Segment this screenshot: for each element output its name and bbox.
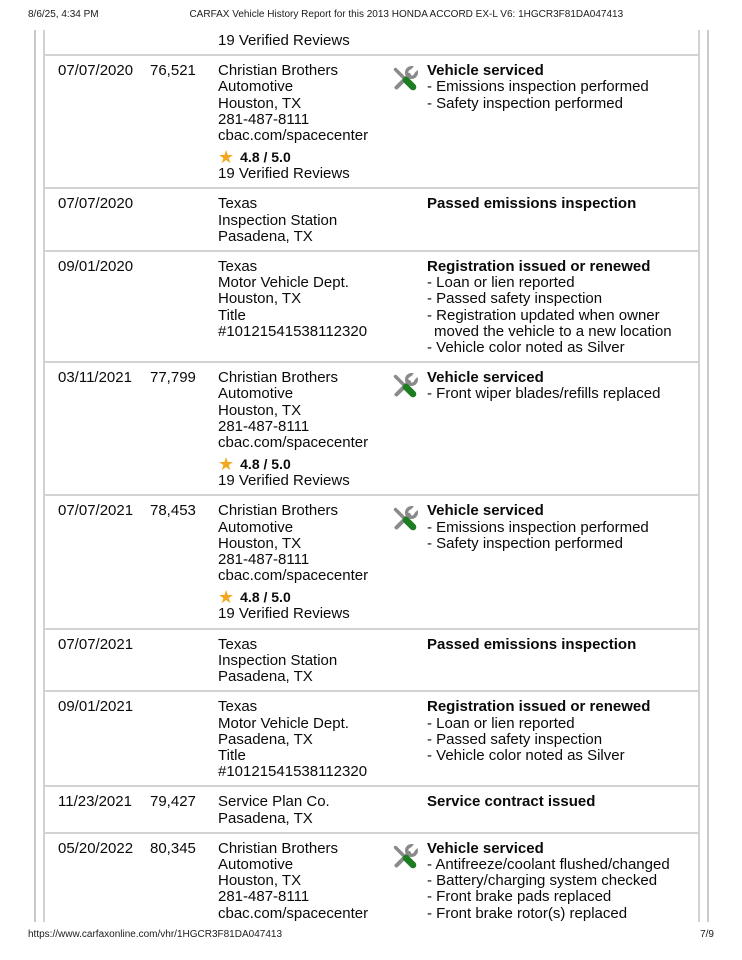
record-source bbox=[218, 637, 390, 686]
event-title: Passed emissions inspection bbox=[427, 635, 637, 653]
source-line: Texas bbox=[218, 195, 258, 213]
source-lines bbox=[218, 841, 390, 922]
history-record-row bbox=[45, 187, 698, 250]
record-date: 03/11/2021 bbox=[58, 369, 132, 387]
rating-score: 4.8 / 5.0 bbox=[240, 588, 291, 605]
source-line: Automotive bbox=[218, 78, 294, 96]
record-comments bbox=[427, 196, 698, 245]
star-icon: ★ bbox=[218, 586, 235, 607]
event-details bbox=[427, 386, 686, 402]
record-comments bbox=[427, 370, 698, 489]
event-detail: - Front wiper blades/refills replaced bbox=[427, 385, 661, 403]
record-icon-cell bbox=[390, 63, 427, 182]
record-comments bbox=[427, 841, 698, 922]
record-source bbox=[218, 196, 390, 245]
rating-line bbox=[218, 455, 390, 472]
service-wrench-icon bbox=[390, 504, 420, 534]
source-line: 281-487-8111 bbox=[218, 417, 310, 435]
record-date: 11/23/2021 bbox=[58, 793, 132, 811]
event-title: Vehicle serviced bbox=[427, 62, 544, 80]
record-comments bbox=[427, 259, 698, 356]
source-line: Texas bbox=[218, 698, 258, 716]
service-wrench-icon bbox=[390, 64, 420, 94]
source-lines bbox=[218, 370, 390, 451]
history-record-row bbox=[45, 628, 698, 691]
event-title: Vehicle serviced bbox=[427, 839, 544, 857]
source-line: Houston, TX bbox=[218, 290, 302, 308]
history-section bbox=[34, 30, 709, 922]
record-rating bbox=[218, 455, 390, 489]
source-lines bbox=[218, 637, 390, 686]
event-detail: - Vehicle color noted as Silver bbox=[427, 339, 625, 357]
record-mileage: 76,521 bbox=[150, 62, 196, 80]
source-line: Christian Brothers bbox=[218, 839, 339, 857]
source-lines bbox=[218, 63, 390, 144]
record-date: 09/01/2021 bbox=[58, 698, 134, 716]
source-line: cbac.com/spacecenter bbox=[218, 904, 369, 922]
source-line: Automotive bbox=[218, 518, 294, 536]
source-line: Pasadena, TX bbox=[218, 809, 313, 827]
event-detail: - Loan or lien reported bbox=[427, 714, 575, 732]
record-mileage: 77,799 bbox=[150, 369, 196, 387]
verified-reviews-count: 19 Verified Reviews bbox=[218, 605, 350, 623]
event-details bbox=[427, 520, 686, 552]
record-mileage bbox=[150, 637, 218, 686]
record-icon-cell bbox=[390, 196, 427, 245]
source-line: Houston, TX bbox=[218, 94, 302, 112]
event-detail: - Safety inspection performed bbox=[427, 534, 623, 552]
event-detail: - Emissions inspection performed bbox=[427, 518, 649, 536]
history-rows bbox=[45, 54, 698, 922]
source-line: Pasadena, TX bbox=[218, 227, 313, 245]
history-record-row bbox=[45, 785, 698, 831]
event-details bbox=[427, 716, 686, 765]
history-record-row bbox=[45, 832, 698, 922]
record-icon-cell bbox=[390, 637, 427, 686]
source-line: Inspection Station bbox=[218, 211, 338, 229]
record-comments bbox=[427, 637, 698, 686]
record-icon-cell bbox=[390, 699, 427, 780]
record-source bbox=[218, 63, 390, 182]
record-date: 07/07/2021 bbox=[58, 502, 134, 520]
record-rating bbox=[218, 588, 390, 622]
event-title: Service contract issued bbox=[427, 793, 596, 811]
record-rating bbox=[218, 148, 390, 182]
source-line: Inspection Station bbox=[218, 651, 338, 669]
source-line: Christian Brothers bbox=[218, 62, 339, 80]
verified-reviews-count: 19 Verified Reviews bbox=[218, 32, 350, 49]
event-detail: - Passed safety inspection bbox=[427, 290, 603, 308]
record-source bbox=[218, 699, 390, 780]
record-source bbox=[218, 370, 390, 489]
source-line: Motor Vehicle Dept. bbox=[218, 714, 349, 732]
event-detail: - Registration updated when owner moved the vehicle to a new location bbox=[427, 306, 672, 340]
source-line: #10121541538112320 bbox=[218, 763, 368, 781]
event-details bbox=[427, 79, 686, 111]
print-header bbox=[28, 9, 714, 20]
record-source bbox=[218, 503, 390, 622]
source-lines bbox=[218, 503, 390, 584]
record-icon-cell bbox=[390, 503, 427, 622]
print-footer bbox=[28, 929, 714, 940]
record-date: 07/07/2021 bbox=[58, 635, 134, 653]
print-datetime: 8/6/25, 4:34 PM bbox=[28, 9, 99, 20]
service-wrench-icon bbox=[390, 842, 420, 872]
source-line: Christian Brothers bbox=[218, 369, 339, 387]
record-date: 07/07/2020 bbox=[58, 195, 134, 213]
event-title: Registration issued or renewed bbox=[427, 258, 651, 276]
source-lines bbox=[218, 699, 390, 780]
source-line: Pasadena, TX bbox=[218, 730, 313, 748]
source-line: Houston, TX bbox=[218, 534, 302, 552]
source-line: Automotive bbox=[218, 855, 294, 873]
source-line: Title bbox=[218, 306, 246, 324]
event-detail: - Front brake pads replaced bbox=[427, 888, 612, 906]
event-detail: - Front brake rotor(s) replaced bbox=[427, 904, 628, 922]
event-detail: - Safety inspection performed bbox=[427, 94, 623, 112]
history-table bbox=[43, 30, 700, 922]
event-details bbox=[427, 275, 686, 356]
event-detail: - Battery/charging system checked bbox=[427, 872, 658, 890]
source-line: 281-487-8111 bbox=[218, 110, 310, 128]
source-line: Texas bbox=[218, 635, 258, 653]
source-lines bbox=[218, 196, 390, 245]
star-icon: ★ bbox=[218, 453, 235, 474]
source-lines bbox=[218, 794, 390, 826]
event-title: Vehicle serviced bbox=[427, 369, 544, 387]
record-date: 09/01/2020 bbox=[58, 258, 134, 276]
service-wrench-icon bbox=[390, 371, 420, 401]
record-comments bbox=[427, 699, 698, 780]
record-comments bbox=[427, 794, 698, 826]
source-line: Texas bbox=[218, 258, 258, 276]
record-mileage bbox=[150, 196, 218, 245]
table-row-partial bbox=[45, 30, 698, 54]
source-line: Title bbox=[218, 746, 246, 764]
source-line: cbac.com/spacecenter bbox=[218, 434, 369, 452]
source-line: Houston, TX bbox=[218, 872, 302, 890]
history-record-row bbox=[45, 690, 698, 785]
print-title: CARFAX Vehicle History Report for this 2013 HONDA ACCORD EX-L V6: 1HGCR3F81DA047413 bbox=[189, 9, 624, 20]
record-icon-cell bbox=[390, 841, 427, 922]
record-date: 05/20/2022 bbox=[58, 839, 134, 857]
star-icon: ★ bbox=[218, 146, 235, 167]
event-detail: - Antifreeze/coolant flushed/changed bbox=[427, 855, 670, 873]
source-lines bbox=[218, 259, 390, 340]
record-date: 07/07/2020 bbox=[58, 62, 134, 80]
record-mileage: 79,427 bbox=[150, 793, 196, 811]
source-line: #10121541538112320 bbox=[218, 322, 368, 340]
rating-line bbox=[218, 148, 390, 165]
record-icon-cell bbox=[390, 370, 427, 489]
record-source bbox=[218, 794, 390, 826]
event-title: Passed emissions inspection bbox=[427, 195, 637, 213]
source-line: 281-487-8111 bbox=[218, 888, 310, 906]
history-record-row bbox=[45, 361, 698, 494]
event-detail: - Vehicle color noted as Silver bbox=[427, 746, 625, 764]
event-detail: - Passed safety inspection bbox=[427, 730, 603, 748]
record-icon-cell bbox=[390, 794, 427, 826]
verified-reviews-count: 19 Verified Reviews bbox=[218, 472, 350, 490]
record-comments bbox=[427, 63, 698, 182]
source-line: Motor Vehicle Dept. bbox=[218, 274, 349, 292]
rating-score: 4.8 / 5.0 bbox=[240, 148, 291, 165]
record-mileage: 78,453 bbox=[150, 502, 196, 520]
record-icon-cell bbox=[390, 259, 427, 356]
source-line: Christian Brothers bbox=[218, 502, 339, 520]
verified-reviews-count: 19 Verified Reviews bbox=[218, 165, 350, 183]
rating-score: 4.8 / 5.0 bbox=[240, 455, 291, 472]
record-mileage bbox=[150, 699, 218, 780]
source-line: Houston, TX bbox=[218, 401, 302, 419]
record-source bbox=[218, 841, 390, 922]
history-record-row bbox=[45, 494, 698, 627]
record-source bbox=[218, 259, 390, 356]
source-line: 281-487-8111 bbox=[218, 551, 310, 569]
source-line: Automotive bbox=[218, 385, 294, 403]
source-line: Service Plan Co. bbox=[218, 793, 330, 811]
source-line: cbac.com/spacecenter bbox=[218, 127, 369, 145]
footer-url: https://www.carfaxonline.com/vhr/1HGCR3F81DA047413 bbox=[28, 929, 283, 940]
event-title: Vehicle serviced bbox=[427, 502, 544, 520]
footer-page-number: 7/9 bbox=[700, 929, 714, 940]
source-line: cbac.com/spacecenter bbox=[218, 567, 369, 585]
history-record-row bbox=[45, 250, 698, 361]
record-mileage: 80,345 bbox=[150, 839, 196, 857]
event-detail: - Emissions inspection performed bbox=[427, 78, 649, 96]
history-record-row bbox=[45, 54, 698, 187]
event-title: Registration issued or renewed bbox=[427, 698, 651, 716]
event-detail: - Loan or lien reported bbox=[427, 274, 575, 292]
event-details bbox=[427, 857, 686, 922]
record-comments bbox=[427, 503, 698, 622]
source-line: Pasadena, TX bbox=[218, 668, 313, 686]
record-mileage bbox=[150, 259, 218, 356]
rating-line bbox=[218, 588, 390, 605]
